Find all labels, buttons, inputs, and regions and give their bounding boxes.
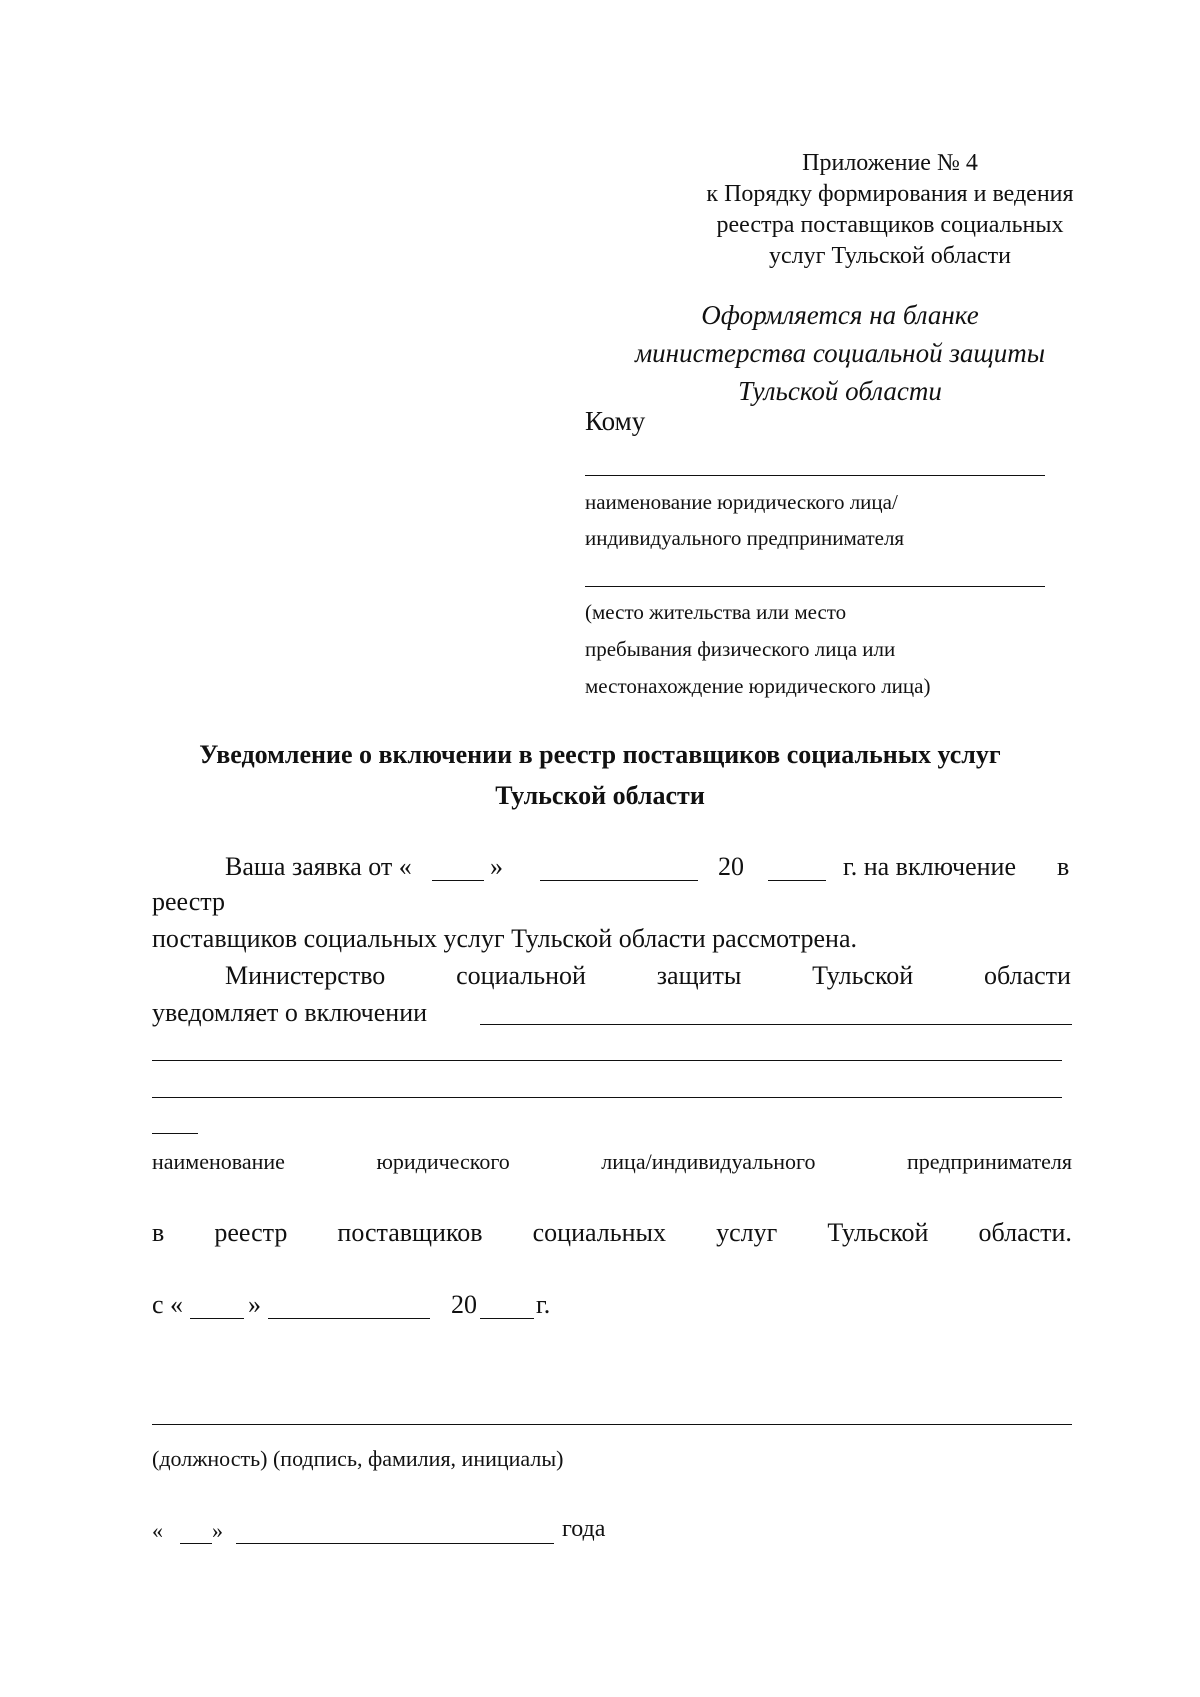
final-month-field[interactable] xyxy=(236,1543,554,1544)
provider-name-field-1[interactable] xyxy=(480,1024,1072,1025)
recipient-label: Кому xyxy=(585,406,646,436)
ministry-word-5: области xyxy=(984,961,1071,990)
application-inclusion-text: г. на включение xyxy=(843,852,1016,881)
registry-word-5: услуг xyxy=(716,1218,778,1247)
final-year-word: года xyxy=(562,1516,606,1542)
registry-word-4: социальных xyxy=(532,1218,666,1247)
recipient-name-caption-2: индивидуального предпринимателя xyxy=(585,526,905,550)
application-year-field[interactable] xyxy=(768,880,826,881)
ministry-word-2: социальной xyxy=(456,961,586,990)
letterhead-note-line-3: Тульской области xyxy=(738,376,942,406)
effective-year-prefix: 20 xyxy=(451,1290,477,1319)
provider-caption-word-3: лица/индивидуального xyxy=(601,1149,816,1174)
signature-field[interactable] xyxy=(152,1424,1072,1425)
provider-caption-word-1: наименование xyxy=(152,1149,285,1174)
application-registry-word: реестр xyxy=(152,887,225,916)
application-reviewed-text: поставщиков социальных услуг Тульской области рассмотрена. xyxy=(152,924,858,953)
annex-line-4: услуг Тульской области xyxy=(769,243,1011,269)
recipient-address-field[interactable] xyxy=(585,586,1045,587)
application-month-field[interactable] xyxy=(540,880,698,881)
annex-line-2: к Порядку формирования и ведения xyxy=(706,181,1074,207)
provider-name-field-4[interactable] xyxy=(152,1133,198,1134)
ministry-word-1: Министерство xyxy=(225,961,386,990)
effective-year-suffix: г. xyxy=(536,1290,551,1319)
application-date-close-quote: » xyxy=(490,852,503,881)
registry-word-1: в xyxy=(152,1218,165,1247)
application-in-word: в xyxy=(1057,852,1070,881)
recipient-address-caption-3: местонахождение юридического лица) xyxy=(585,674,931,698)
registry-word-6: Тульской xyxy=(827,1218,929,1247)
recipient-address-caption-2: пребывания физического лица или xyxy=(585,637,896,661)
registry-word-7: области. xyxy=(978,1218,1072,1247)
provider-name-caption xyxy=(152,1149,1072,1175)
letterhead-note-line-2: министерства социальной защиты xyxy=(634,338,1046,368)
signature-caption: (должность) (подпись, фамилия, инициалы) xyxy=(152,1446,564,1471)
registry-word-3: поставщиков xyxy=(337,1218,483,1247)
final-day-field[interactable] xyxy=(180,1543,212,1544)
effective-date-close-quote: » xyxy=(248,1290,261,1319)
recipient-name-caption-1: наименование юридического лица/ xyxy=(585,490,898,514)
provider-caption-word-2: юридического xyxy=(376,1149,510,1174)
ministry-word-3: защиты xyxy=(656,961,742,990)
application-day-field[interactable] xyxy=(432,880,484,881)
effective-month-field[interactable] xyxy=(268,1318,430,1319)
provider-caption-word-4: предпринимателя xyxy=(906,1149,1072,1174)
letterhead-note xyxy=(580,296,1100,410)
recipient-address-caption-1: (место жительства или место xyxy=(585,600,847,624)
final-date-close-quote: » xyxy=(212,1518,223,1543)
application-date-prefix: Ваша заявка от « xyxy=(225,852,412,881)
letterhead-note-line-1: Оформляется на бланке xyxy=(701,300,979,330)
effective-year-field[interactable] xyxy=(480,1318,534,1319)
annex-line-3: реестра поставщиков социальных xyxy=(716,212,1064,238)
final-date-open-quote: « xyxy=(152,1518,163,1543)
notifies-inclusion-text: уведомляет о включении xyxy=(152,998,428,1027)
provider-name-field-2[interactable] xyxy=(152,1060,1062,1061)
ministry-word-4: Тульской xyxy=(812,961,914,990)
application-year-prefix: 20 xyxy=(718,852,744,881)
registry-line xyxy=(152,1218,1072,1248)
annex-header xyxy=(690,148,1090,272)
ministry-notice-line xyxy=(225,961,1071,991)
provider-name-field-3[interactable] xyxy=(152,1097,1062,1098)
recipient-name-field[interactable] xyxy=(585,475,1045,476)
document-title-line-1: Уведомление о включении в реестр поставщиков социальных услуг xyxy=(199,740,1001,769)
document-title-line-2: Тульской области xyxy=(495,781,705,810)
registry-word-2: реестр xyxy=(214,1218,288,1247)
effective-date-prefix: с « xyxy=(152,1290,184,1319)
document-title xyxy=(100,734,1100,816)
annex-number: Приложение № 4 xyxy=(802,150,978,176)
effective-day-field[interactable] xyxy=(190,1318,244,1319)
